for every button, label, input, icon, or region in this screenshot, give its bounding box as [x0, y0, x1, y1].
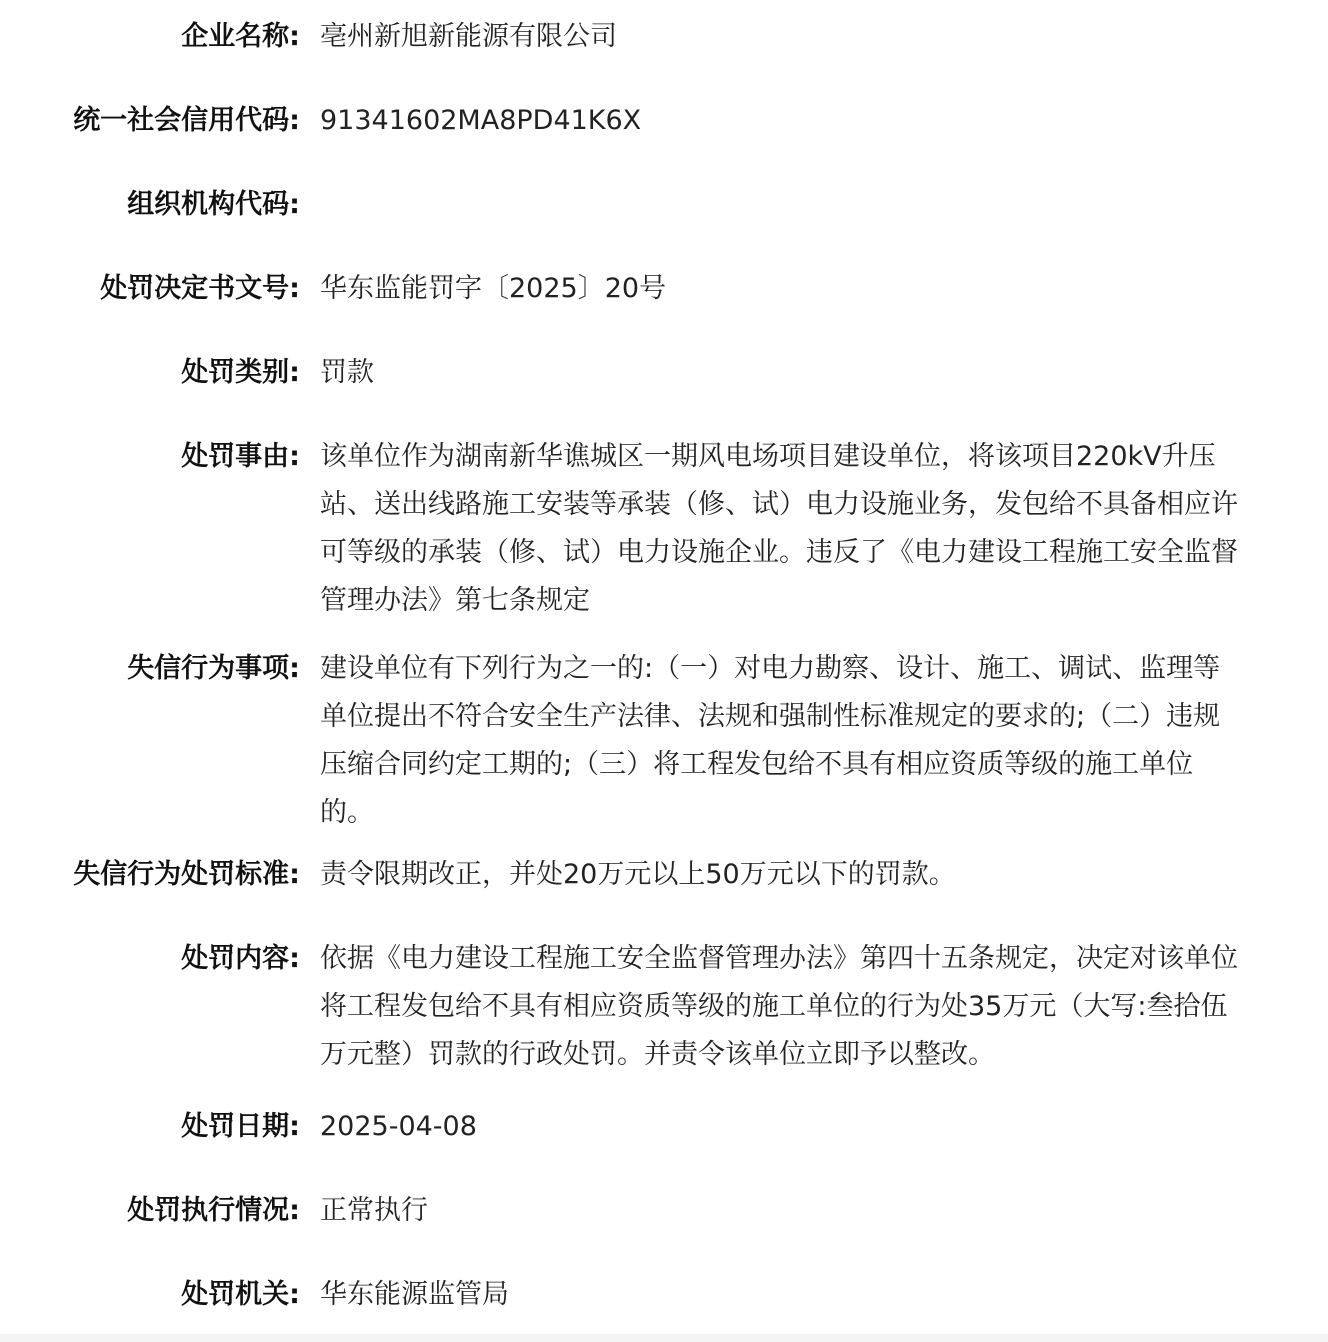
field-label: 处罚日期: [181, 1111, 300, 1142]
field-value: 依据《电力建设工程施工安全监督管理办法》第四十五条规定，决定对该单位将工程发包给不具有相应资质等级的施工单位的行为处35万元（大写:叁拾伍万元整）罚款的行政处罚。并责令该单位立即予以整改。 [320, 943, 1238, 1070]
field-label: 处罚决定书文号: [100, 273, 300, 304]
field-label: 失信行为事项: [127, 653, 300, 684]
field-value: 建设单位有下列行为之一的:（一）对电力勘察、设计、施工、调试、监理等单位提出不符合安全生产法律、法规和强制性标准规定的要求的;（二）违规压缩合同约定工期的;（三）将工程发包给不具有相应资质等级的施工单位的。 [320, 653, 1221, 828]
field-value: 正常执行 [320, 1195, 428, 1226]
field-penalty-type [0, 349, 1328, 397]
field-label: 统一社会信用代码: [73, 105, 300, 136]
field-value: 华东监能罚字〔2025〕20号 [320, 273, 667, 304]
field-value: 罚款 [320, 357, 374, 388]
field-decision-number [0, 265, 1328, 313]
field-penalty-authority [0, 1271, 1328, 1319]
field-company-name [0, 13, 1328, 61]
field-value: 华东能源监管局 [320, 1279, 509, 1310]
field-penalty-content [0, 935, 1328, 1079]
bottom-divider [0, 1334, 1328, 1342]
field-value: 该单位作为湖南新华谯城区一期风电场项目建设单位，将该项目220kV升压站、送出线路施工安装等承装（修、试）电力设施业务，发包给不具备相应许可等级的承装（修、试）电力设施企业。违反了《电力建设工程施工安全监督管理办法》第七条规定 [320, 441, 1238, 616]
field-label: 失信行为处罚标准: [73, 859, 300, 890]
field-penalty-date [0, 1103, 1328, 1151]
field-label: 处罚事由: [181, 441, 300, 472]
field-execution-status [0, 1187, 1328, 1235]
field-label: 组织机构代码: [127, 189, 300, 220]
field-dishonesty-matter [0, 645, 1328, 837]
field-penalty-standard [0, 851, 1328, 899]
field-value: 91341602MA8PD41K6X [320, 105, 642, 136]
field-label: 处罚类别: [181, 357, 300, 388]
field-organization-code [0, 181, 1328, 229]
field-credit-code [0, 97, 1328, 145]
field-label: 企业名称: [181, 21, 300, 52]
field-label: 处罚执行情况: [127, 1195, 300, 1226]
field-penalty-reason [0, 433, 1328, 625]
field-value: 亳州新旭新能源有限公司 [320, 21, 617, 52]
field-value: 2025-04-08 [320, 1111, 477, 1142]
penalty-record [0, 13, 1328, 1319]
field-value: 责令限期改正，并处20万元以上50万元以下的罚款。 [320, 859, 956, 890]
field-label: 处罚机关: [181, 1279, 300, 1310]
field-label: 处罚内容: [181, 943, 300, 974]
